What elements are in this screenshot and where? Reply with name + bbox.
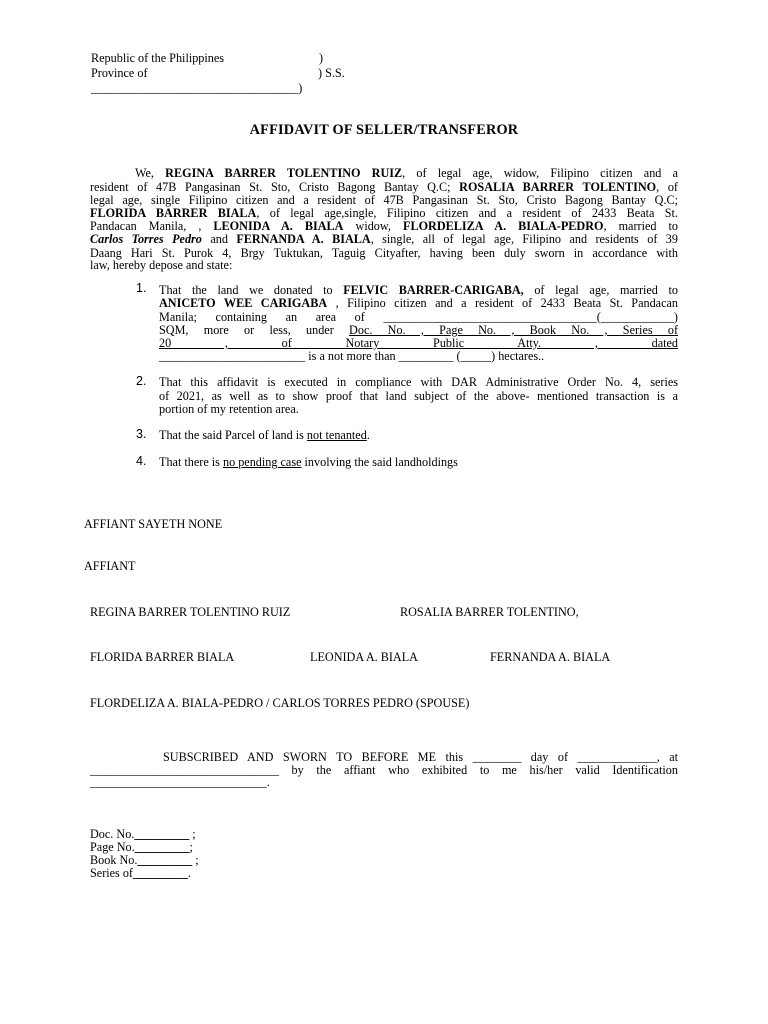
- text-run: Pandacan Manila, ,: [90, 219, 214, 233]
- ss-paren: ) S.S.: [318, 66, 345, 80]
- text-run: Daang Hari St. Purok 4, Brgy Tuktukan, Taguig Cityafter, having been duly sworn in accordance with: [90, 246, 678, 260]
- text-run: ANICETO WEE CARIGABA: [159, 296, 328, 310]
- republic-paren: ): [319, 51, 324, 65]
- signatory-name: ROSALIA BARRER TOLENTINO,: [400, 605, 579, 619]
- notarial-label: Page No.: [90, 840, 135, 854]
- jurat-line: SUBSCRIBED AND SWORN TO BEFORE ME this ________ day of _____________, at: [163, 750, 678, 764]
- document-title: AFFIDAVIT OF SELLER/TRANSFEROR: [249, 122, 519, 138]
- text-run: and: [201, 232, 237, 246]
- text-run: , of: [656, 180, 678, 194]
- text-run: FLORIDA BARRER BIALA: [90, 206, 257, 220]
- text-run: no pending case: [222, 455, 302, 469]
- text-run: , single, all of legal age, Filipino and residents of 39: [370, 232, 678, 246]
- signatory-name: FERNANDA A. BIALA: [490, 650, 611, 664]
- text-run: of 2021, as well as to show proof that land subject of the above- mentioned transaction is a: [159, 389, 678, 403]
- text-run: ROSALIA BARRER TOLENTINO: [459, 180, 657, 194]
- text-run: Carlos Torres Pedro: [90, 232, 202, 246]
- text-run: 20 , of Notary Public Atty. , dated: [159, 336, 678, 350]
- item-number: 3.: [136, 427, 147, 441]
- item-number: 4.: [136, 454, 147, 468]
- signatory-name: REGINA BARRER TOLENTINO RUIZ: [90, 605, 291, 619]
- intro-line: [135, 167, 678, 181]
- text-run: Manila; containing an area of ___________________________________(____________): [159, 310, 678, 324]
- text-run: That this affidavit is executed in compliance with DAR Administrative Order No. 4, series: [159, 375, 678, 389]
- notarial-blank: _________: [134, 827, 190, 841]
- text-run: of legal age, married to: [523, 283, 678, 297]
- notarial-punct: .: [187, 866, 191, 880]
- text-run: not tenanted: [306, 428, 367, 442]
- text-run: law, hereby depose and state:: [90, 258, 233, 272]
- jurat-line: _______________________________ by the affiant who exhibited to me his/her valid Identification: [90, 763, 678, 777]
- jurat-line: _____________________________.: [90, 775, 270, 789]
- intro-line: [90, 233, 678, 247]
- text-run: involving the said landholdings: [301, 455, 458, 469]
- text-run: That there is: [159, 455, 223, 469]
- notarial-entry: [90, 867, 191, 881]
- text-run: .: [366, 428, 370, 442]
- item-line: [159, 297, 678, 311]
- notarial-label: Doc. No.: [90, 827, 135, 841]
- text-run: SQM, more or less, under: [159, 323, 350, 337]
- text-run: , married to: [603, 219, 678, 233]
- item-line: [159, 350, 678, 364]
- affiant-label: AFFIANT: [84, 559, 136, 573]
- item-line: [159, 456, 678, 470]
- item-number: 1.: [136, 281, 147, 295]
- province-line: Province of: [91, 66, 148, 80]
- notarial-label: Series of: [90, 866, 133, 880]
- text-run: , Filipino citizen and a resident of 2433 Beata St. Pandacan: [327, 296, 678, 310]
- text-run: FERNANDA A. BIALA: [236, 232, 371, 246]
- item-line: [159, 376, 678, 390]
- notarial-blank: _________: [134, 840, 190, 854]
- text-run: , of legal age,single, Filipino citizen and a resident of 2433 Beata St.: [256, 206, 678, 220]
- text-run: , of legal age, widow, Filipino citizen and a: [402, 166, 678, 180]
- signatory-name: FLORDELIZA A. BIALA-PEDRO / CARLOS TORRES PEDRO (SPOUSE): [90, 696, 470, 710]
- intro-line: [90, 259, 678, 273]
- text-run: FLORDELIZA A. BIALA-PEDRO: [403, 219, 604, 233]
- republic-line: Republic of the Philippines: [91, 51, 225, 65]
- notarial-punct: ;: [189, 827, 196, 841]
- item-line: [159, 403, 678, 417]
- signatory-name: LEONIDA A. BIALA: [310, 650, 418, 664]
- text-run: widow,: [343, 219, 403, 233]
- notarial-blank: _________: [137, 853, 193, 867]
- notarial-punct: ;: [192, 853, 199, 867]
- text-run: ________________________ is a not more than _________ (_____) hectares..: [159, 349, 545, 363]
- text-run: legal age, single Filipino citizen and a resident of 47B Pangasinan St. Sto, Cristo Bagong Bantay Q.C;: [90, 193, 678, 207]
- text-run: We,: [135, 166, 166, 180]
- text-run: That the land we donated to: [159, 283, 344, 297]
- text-run: resident of 47B Pangasinan St. Sto, Cristo Bagong Bantay Q.C;: [90, 180, 460, 194]
- text-run: That the said Parcel of land is: [159, 428, 307, 442]
- text-run: FELVIC BARRER-CARIGABA,: [343, 283, 524, 297]
- text-run: REGINA BARRER TOLENTINO RUIZ: [165, 166, 403, 180]
- text-run: portion of my retention area.: [159, 402, 299, 416]
- header-rule: __________________________________): [91, 81, 303, 95]
- item-number: 2.: [136, 374, 147, 388]
- signatory-name: FLORIDA BARRER BIALA: [90, 650, 235, 664]
- item-line: [159, 429, 678, 443]
- notarial-blank: _________: [132, 866, 188, 880]
- notarial-label: Book No.: [90, 853, 138, 867]
- notarial-punct: ;: [189, 840, 193, 854]
- text-run: Doc. No. , Page No. , Book No. , Series of: [349, 323, 679, 337]
- sayeth-none: AFFIANT SAYETH NONE: [84, 517, 223, 531]
- text-run: LEONIDA A. BIALA: [213, 219, 344, 233]
